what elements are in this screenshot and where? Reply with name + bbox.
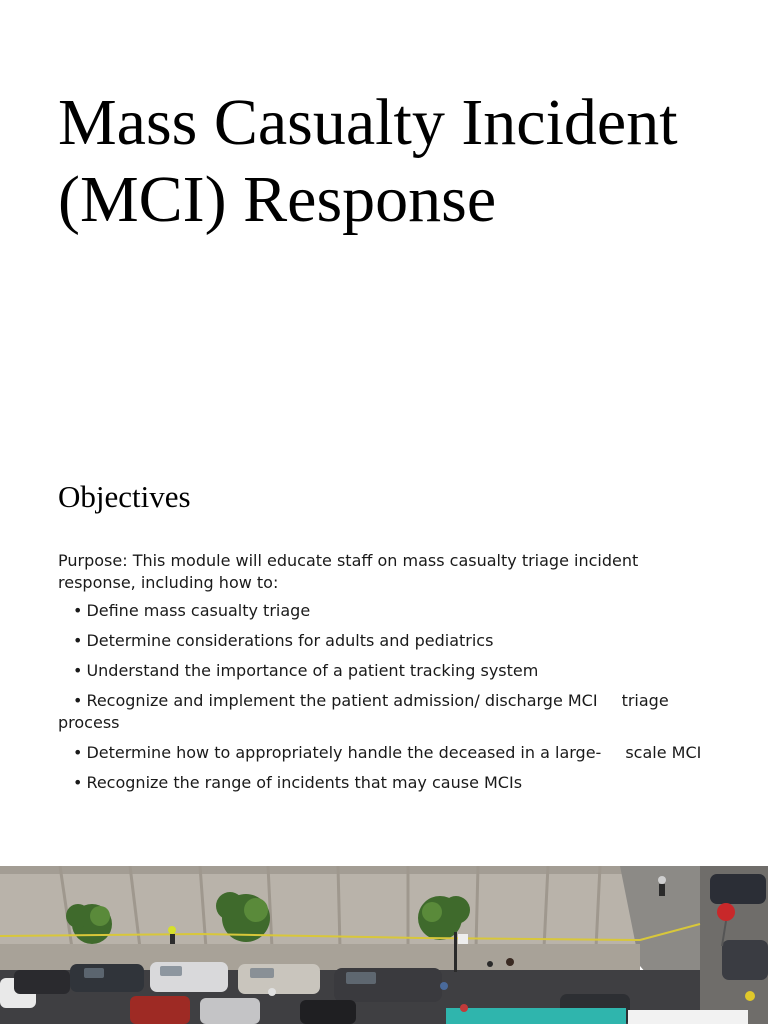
page-title: Mass Casualty Incident (MCI) Response <box>58 86 678 236</box>
bullet-glyph: • <box>73 691 83 710</box>
bullet-glyph: • <box>73 631 83 650</box>
list-item <box>58 660 708 682</box>
bullet-text: Determine considerations for adults and pediatrics <box>86 631 494 650</box>
list-item <box>58 600 708 622</box>
bullet-glyph: • <box>73 773 83 792</box>
list-item <box>58 772 708 794</box>
bullet-text: Define mass casualty triage <box>86 601 311 620</box>
bullet-text-wrapped: MCI <box>671 743 702 762</box>
bullet-text: Determine how to appropriately handle the deceased in a large- <box>86 743 602 762</box>
bullet-text: Recognize and implement the patient admission/ discharge MCI <box>86 691 598 710</box>
bullet-text-continued: triage <box>621 691 669 710</box>
bullet-text-continued: scale <box>625 743 667 762</box>
bullet-glyph: • <box>73 601 83 620</box>
objectives-list <box>58 600 708 794</box>
bullet-text-wrapped: process <box>58 713 120 732</box>
bullet-text: Understand the importance of a patient tracking system <box>86 661 539 680</box>
objectives-heading: Objectives <box>58 479 191 514</box>
list-item <box>58 630 708 652</box>
bullet-text: Recognize the range of incidents that may cause MCIs <box>86 773 523 792</box>
bullet-glyph: • <box>73 661 83 680</box>
objectives-content <box>58 550 708 802</box>
list-item <box>58 690 708 734</box>
street-scene-photo <box>0 866 768 1024</box>
list-item <box>58 742 708 764</box>
bullet-glyph: • <box>73 743 83 762</box>
purpose-text: Purpose: This module will educate staff on mass casualty triage incident response, including how to: <box>58 551 639 592</box>
